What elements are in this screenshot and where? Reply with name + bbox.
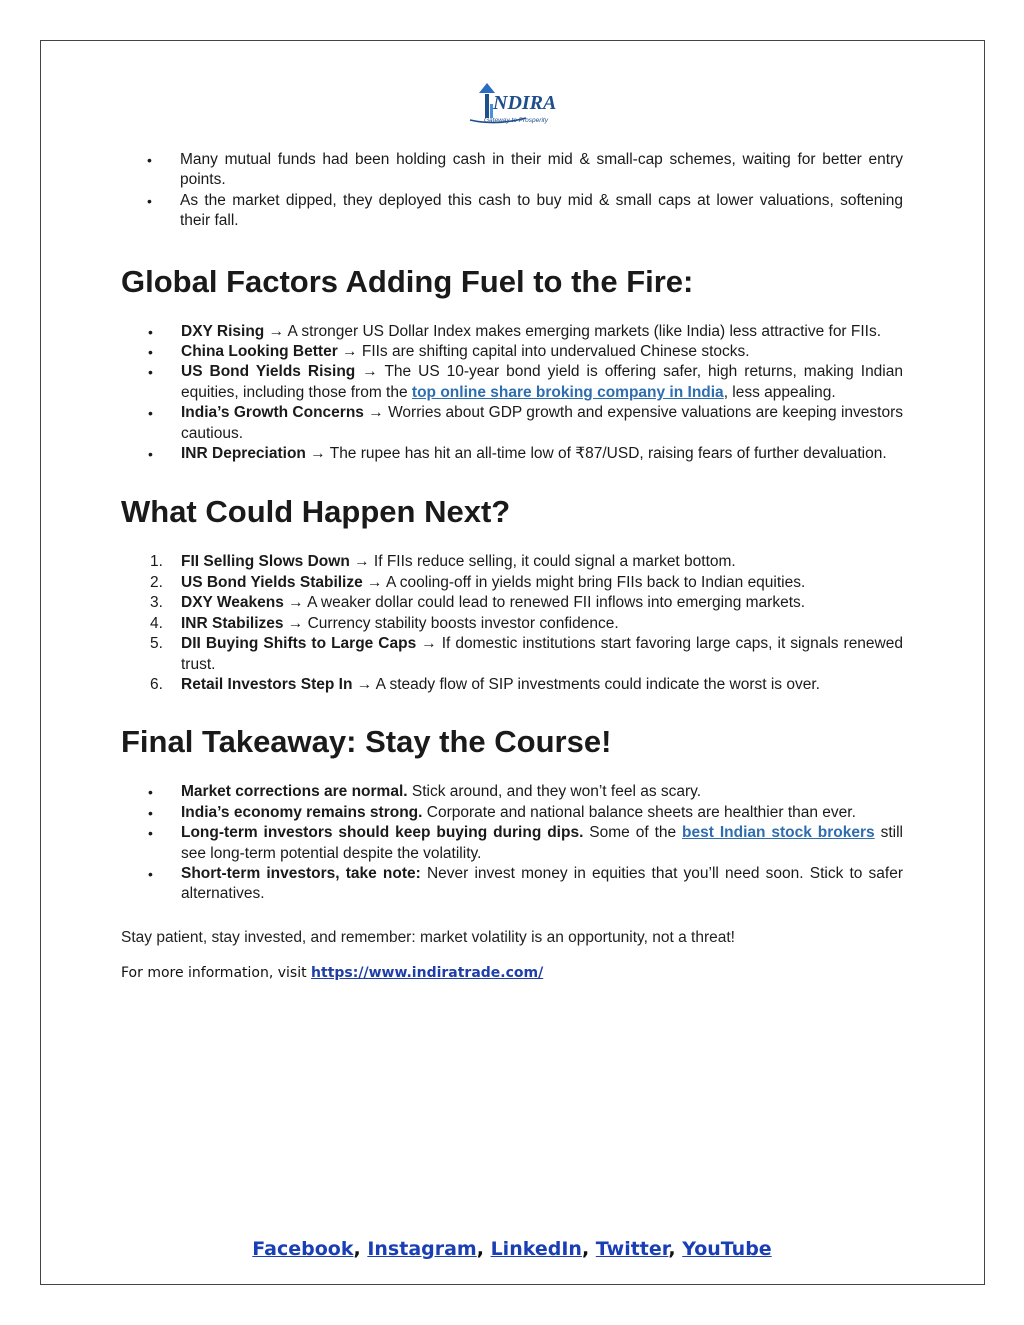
more-info-line [121, 963, 903, 983]
list-item [121, 403, 903, 444]
list-item [121, 342, 903, 362]
takeaway-list [121, 782, 903, 904]
item-lead: Retail Investors Step In [181, 675, 353, 693]
section-heading-takeaway: Final Takeaway: Stay the Course! [121, 724, 612, 760]
item-lead: Short-term investors, take note: [181, 864, 421, 882]
separator: , [668, 1238, 676, 1260]
item-number: 6. [150, 675, 163, 693]
item-text: → A stronger US Dollar Index makes emerging markets (like India) less attractive for FIIs. [264, 322, 882, 340]
list-item [121, 593, 903, 613]
item-lead: INR Stabilizes [181, 614, 284, 632]
facebook-link[interactable]: Facebook [252, 1238, 354, 1260]
next-steps-list [121, 552, 903, 695]
item-text: → Worries about GDP growth and expensive valuations are keeping investors cautious. [181, 404, 903, 442]
logo-tagline: Gateway to Prosperity [484, 117, 548, 124]
item-text: → FIIs are shifting capital into undervalued Chinese stocks. [337, 343, 750, 361]
item-lead: US Bond Yields Stabilize [181, 573, 363, 591]
item-text: → A steady flow of SIP investments could indicate the worst is over. [352, 675, 820, 693]
item-number: 2. [150, 573, 163, 591]
list-item [121, 864, 903, 905]
item-text: Corporate and national balance sheets are healthier than ever. [422, 803, 856, 821]
list-item [121, 362, 903, 403]
list-item [121, 803, 903, 823]
item-text: → Currency stability boosts investor confidence. [283, 614, 619, 632]
social-links [0, 1238, 1024, 1260]
item-text: → The US 10-year bond yield is offering safer, high returns, making Indian equities, including those from the [181, 363, 903, 401]
website-link[interactable]: https://www.indiratrade.com/ [311, 964, 544, 981]
twitter-link[interactable]: Twitter [595, 1238, 669, 1260]
list-item [121, 614, 903, 634]
item-number: 5. [150, 635, 163, 653]
list-item [121, 634, 903, 675]
item-lead: DXY Rising [181, 322, 265, 340]
indira-logo [466, 80, 562, 132]
item-text: Stick around, and they won’t feel as scary. [407, 783, 702, 801]
item-lead: Market corrections are normal. [181, 783, 408, 801]
global-factors-list [121, 322, 903, 465]
linkedin-link[interactable]: LinkedIn [490, 1238, 582, 1260]
list-item [121, 573, 903, 593]
list-item [120, 150, 903, 191]
separator: , [476, 1238, 484, 1260]
share-broking-link[interactable]: top online share broking company in India [411, 383, 724, 401]
item-text: → If FIIs reduce selling, it could signal a market bottom. [349, 553, 736, 571]
instagram-link[interactable]: Instagram [367, 1238, 477, 1260]
logo-word: NDIRA [493, 92, 557, 114]
item-number: 4. [150, 614, 163, 632]
list-item [121, 675, 903, 695]
closing-paragraph: Stay patient, stay invested, and remember: market volatility is an opportunity, not a threat! [121, 928, 735, 946]
section-heading-next: What Could Happen Next? [121, 494, 511, 530]
intro-list [120, 150, 903, 232]
item-text: → If domestic institutions start favoring large caps, it signals renewed trust. [181, 635, 903, 673]
separator: , [353, 1238, 361, 1260]
section-heading-global: Global Factors Adding Fuel to the Fire: [121, 263, 694, 299]
item-number: 1. [150, 553, 163, 571]
list-item [121, 444, 903, 464]
item-lead: FII Selling Slows Down [181, 553, 350, 571]
list-item [121, 782, 903, 802]
item-text: Never invest money in equities that you’ll need soon. Stick to safer alternatives. [181, 864, 903, 903]
item-lead: Long-term investors should keep buying during dips. [181, 824, 584, 842]
intro-bullet-2: As the market dipped, they deployed this cash to buy mid & small caps at lower valuations, softening their fall. [180, 191, 903, 230]
item-text: Some of the [583, 824, 683, 842]
list-item [120, 191, 903, 232]
list-item [121, 552, 903, 572]
item-text: still see long-term potential despite the volatility. [181, 824, 903, 862]
item-text: → A weaker dollar could lead to renewed FII inflows into emerging markets. [283, 594, 806, 612]
intro-bullet-1: Many mutual funds had been holding cash in their mid & small-cap schemes, waiting for better entry points. [180, 151, 903, 189]
youtube-link[interactable]: YouTube [682, 1238, 772, 1260]
list-item [121, 823, 903, 864]
item-lead: India’s economy remains strong. [181, 803, 423, 821]
item-number: 3. [150, 594, 163, 612]
item-lead: India’s Growth Concerns [181, 404, 364, 422]
item-lead: INR Depreciation [181, 445, 306, 463]
separator: , [581, 1238, 590, 1260]
item-lead: China Looking Better [181, 343, 338, 361]
article-body [121, 150, 903, 983]
item-text: → The rupee has hit an all-time low of ₹87/USD, raising fears of further devaluation. [305, 445, 887, 463]
item-text: , less appealing. [723, 383, 836, 401]
stock-brokers-link[interactable]: best Indian stock brokers [682, 824, 875, 842]
list-item [121, 322, 903, 342]
item-text: → A cooling-off in yields might bring FIIs back to Indian equities. [362, 573, 806, 591]
item-lead: DII Buying Shifts to Large Caps [181, 635, 417, 653]
item-lead: US Bond Yields Rising [181, 363, 356, 381]
item-lead: DXY Weakens [181, 594, 284, 612]
more-info-label: For more information, visit [121, 964, 312, 981]
